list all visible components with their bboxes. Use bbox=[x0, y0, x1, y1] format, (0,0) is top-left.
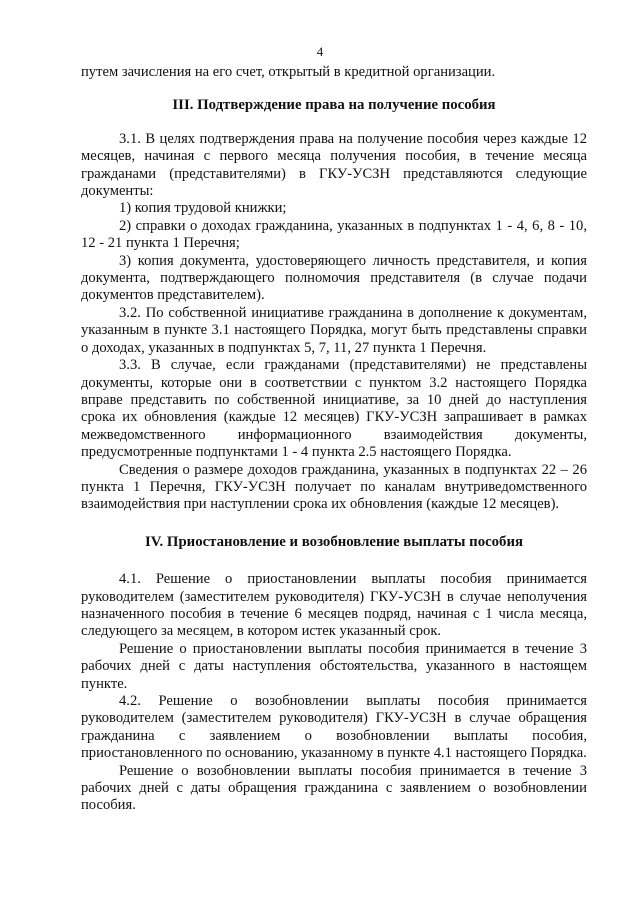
paragraph-3-3: 3.3. В случае, если гражданами (представителями) не представлены документы, которые они в соответствии с пунктом 3.2 настоящего Порядка вправе представить по собственной инициативе, за 10 дней до наступления срока их обновления (каждые 12 месяцев) ГКУ-УСЗН запрашивает в рамках межведомственного информационного взаимодействия документы, предусмотренные подпунктами 1 - 4 пункта 2.5 настоящего Порядка. bbox=[81, 357, 587, 461]
list-item-3: 3) копия документа, удостоверяющего личность представителя, и копия документа, подтверждающего полномочия представителя (в случае подачи документов представителем). bbox=[81, 252, 587, 304]
list-item-2: 2) справки о доходах гражданина, указанных в подпунктах 1 - 4, 6, 8 - 10, 12 - 21 пункта 1 Перечня; bbox=[81, 217, 587, 252]
paragraph-4-2: 4.2. Решение о возобновлении выплаты пособия принимается руководителем (заместителем руководителя) ГКУ-УСЗН в случае обращения гражданина с заявлением о возобновлении выплаты пособия, приостановленного по основанию, указанному в пункте 4.1 настоящего Порядка. bbox=[81, 693, 587, 762]
list-item-1: 1) копия трудовой книжки; bbox=[119, 200, 287, 217]
document-body bbox=[81, 64, 587, 815]
section-heading-3: III. Подтверждение права на получение пособия bbox=[172, 97, 496, 114]
paragraph-3-2: 3.2. По собственной инициативе гражданина в дополнение к документам, указанным в пункте 3.1 настоящего Порядка, могут быть представлены справки о доходах, указанных в подпунктах 5, 7, 11, 27 пункта 1 Перечня. bbox=[81, 304, 587, 356]
paragraph-4-2-timing: Решение о возобновлении выплаты пособия принимается в течение 3 рабочих дней с даты обращения гражданина с заявлением о возобновлении пособия. bbox=[81, 762, 587, 814]
paragraph-4-1: 4.1. Решение о приостановлении выплаты пособия принимается руководителем (заместителем руководителя) ГКУ-УСЗН в случае неполучения назначенного пособия в течение 6 месяцев подряд, начиная с 1 числа месяца, следующего за месяцем, в котором истек указанный срок. bbox=[81, 571, 587, 640]
paragraph-continuation: путем зачисления на его счет, открытый в кредитной организации. bbox=[81, 64, 496, 80]
paragraph-4-1-timing: Решение о приостановлении выплаты пособия принимается в течение 3 рабочих дней с даты наступления обстоятельства, указанного в настоящем пункте. bbox=[81, 640, 587, 692]
page-number: 4 bbox=[316, 44, 324, 59]
paragraph-3-3-income: Сведения о размере доходов гражданина, указанных в подпунктах 22 – 26 пункта 1 Перечня, ГКУ-УСЗН получает по каналам внутриведомственного взаимодействия при наступлении срока их обновления (каждые 12 месяцев). bbox=[81, 461, 587, 513]
paragraph-3-1: 3.1. В целях подтверждения права на получение пособия через каждые 12 месяцев, начиная с первого месяца получения пособия, в течение месяца гражданами (представителями) в ГКУ-УСЗН представляются следующие документы: bbox=[81, 130, 587, 200]
section-heading-4: IV. Приостановление и возобновление выплаты пособия bbox=[145, 533, 523, 550]
